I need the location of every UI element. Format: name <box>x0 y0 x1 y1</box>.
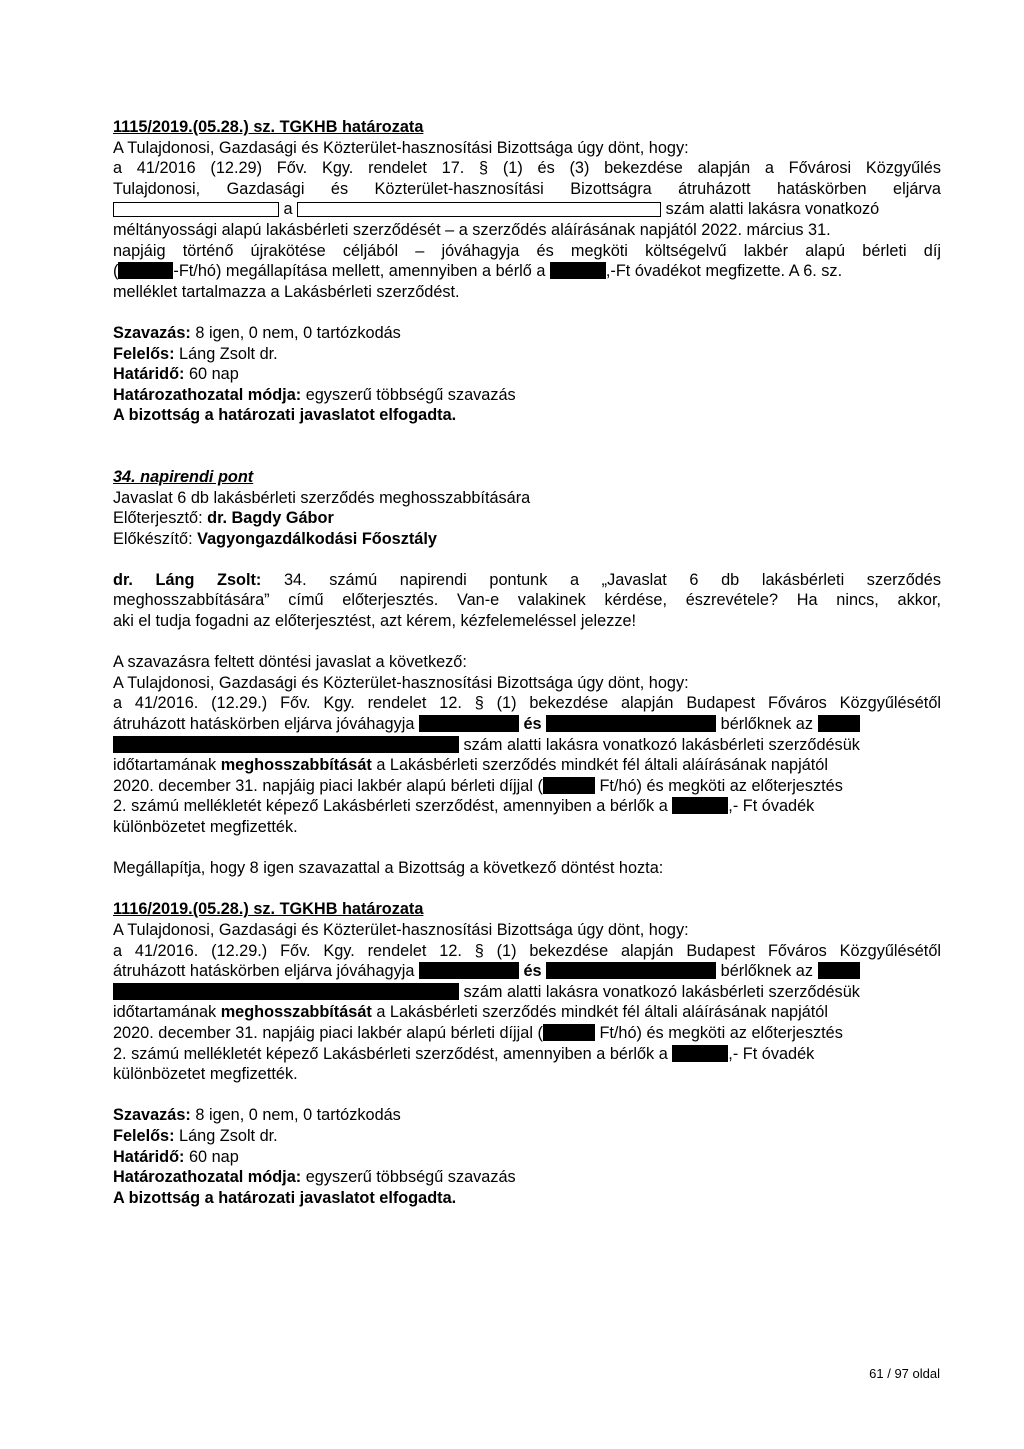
decision-text-line: különbözetet megfizették. <box>113 1065 298 1084</box>
agenda-subject: Javaslat 6 db lakásbérleti szerződés meghosszabbítására <box>113 488 531 507</box>
redacted-box <box>297 202 661 217</box>
speech-line: meghosszabbítására” című előterjesztés. Van-e valakinek kérdése, észrevétele? Ha nincs, akkor, <box>113 591 941 610</box>
speech-line: dr. Láng Zsolt: 34. számú napirendi pontunk a „Javaslat 6 db lakásbérleti szerződés <box>113 570 942 589</box>
decision-text-line: időtartamának meghosszabbítását a Lakásbérleti szerződés mindkét fél általi aláírásának napjától <box>113 1003 828 1022</box>
decision-text-line: 2. számú mellékletét képező Lakásbérleti szerződést, amennyiben a bérlők a ,- Ft óvadék <box>113 1044 815 1063</box>
accepted-line: A bizottság a határozati javaslatot elfogadta. <box>113 1188 457 1207</box>
decision-intro: A Tulajdonosi, Gazdasági és Közterület-hasznosítási Bizottsága úgy dönt, hogy: <box>113 138 689 157</box>
responsible-line: Felelős: Láng Zsolt dr. <box>113 344 278 363</box>
proposal-line: a 41/2016. (12.29.) Főv. Kgy. rendelet 12. § (1) bekezdése alapján Budapest Főváros Közgyűlésétől <box>113 694 941 713</box>
decision-text-line: átruházott hatáskörben eljárva jóváhagyja és bérlőknek az <box>113 961 941 982</box>
presenter-line: Előterjesztő: dr. Bagdy Gábor <box>113 509 334 528</box>
decision-text-line: Tulajdonosi, Gazdasági és Közterület-hasznosítási Bizottságra átruházott hatáskörben eljárva <box>113 179 941 198</box>
proposal-line: átruházott hatáskörben eljárva jóváhagyja és bérlőknek az <box>113 714 941 735</box>
redaction-block <box>818 962 860 979</box>
accepted-line: A bizottság a határozati javaslatot elfogadta. <box>113 406 457 425</box>
document-page <box>113 117 941 1208</box>
speech-line: aki el tudja fogadni az előterjesztést, azt kérem, kézfelemeléssel jelezze! <box>113 612 637 631</box>
preparer-line: Előkészítő: Vagyongazdálkodási Főosztály <box>113 529 437 548</box>
responsible-line: Felelős: Láng Zsolt dr. <box>113 1126 278 1145</box>
deadline-line: Határidő: 60 nap <box>113 1147 239 1166</box>
proposal-line: időtartamának meghosszabbítását a Lakásbérleti szerződés mindkét fél általi aláírásának napjától <box>113 756 828 775</box>
redaction-block <box>543 777 595 794</box>
redaction-block <box>419 962 519 979</box>
redaction-block <box>672 1045 728 1062</box>
vote-line: Szavazás: 8 igen, 0 nem, 0 tartózkodás <box>113 323 401 342</box>
redacted-box <box>113 202 279 217</box>
vote-line: Szavazás: 8 igen, 0 nem, 0 tartózkodás <box>113 1106 401 1125</box>
agenda-title: 34. napirendi pont <box>113 467 254 486</box>
resolution-title: 1115/2019.(05.28.) sz. TGKHB határozata <box>113 118 424 136</box>
proposal-line: A Tulajdonosi, Gazdasági és Közterület-hasznosítási Bizottsága úgy dönt, hogy: <box>113 673 689 692</box>
redaction-block <box>546 962 716 979</box>
decision-intro: A Tulajdonosi, Gazdasági és Közterület-hasznosítási Bizottsága úgy dönt, hogy: <box>113 920 689 939</box>
decision-text-line: szám alatti lakásra vonatkozó lakásbérleti szerződésük <box>113 982 941 1003</box>
page-number: 61 / 97 oldal <box>869 1366 940 1381</box>
decision-mode-line: Határozathozatal módja: egyszerű többségű szavazás <box>113 1168 516 1187</box>
decision-text-line: ( -Ft/hó) megállapítása mellett, amennyiben a bérlő a ,-Ft óvadékot megfizette. A 6. sz. <box>113 262 843 281</box>
decision-mode-line: Határozathozatal módja: egyszerű többségű szavazás <box>113 385 516 404</box>
redaction-block <box>546 715 716 732</box>
finding-line: Megállapítja, hogy 8 igen szavazattal a Bizottság a következő döntést hozta: <box>113 859 664 878</box>
redaction-block <box>113 983 459 1000</box>
redaction-block <box>818 715 860 732</box>
redaction-block <box>419 715 519 732</box>
decision-text-line: melléklet tartalmazza a Lakásbérleti szerződést. <box>113 282 460 301</box>
redaction-block <box>672 797 728 814</box>
redaction-block <box>543 1024 595 1041</box>
decision-text-line: méltányossági alapú lakásbérleti szerződését – a szerződés aláírásának napjától 2022. március 31. <box>113 220 831 239</box>
proposal-line: szám alatti lakásra vonatkozó lakásbérleti szerződésük <box>113 735 941 756</box>
proposal-line: különbözetet megfizették. <box>113 818 298 836</box>
decision-text-line: a szám alatti lakásra vonatkozó <box>113 199 941 220</box>
proposal-line: 2. számú mellékletét képező Lakásbérleti szerződést, amennyiben a bérlők a ,- Ft óvadék <box>113 797 815 816</box>
resolution-title: 1116/2019.(05.28.) sz. TGKHB határozata <box>113 900 424 919</box>
deadline-line: Határidő: 60 nap <box>113 365 239 384</box>
redaction-block <box>550 262 606 279</box>
redaction-block <box>118 262 173 279</box>
decision-text-line: a 41/2016. (12.29.) Főv. Kgy. rendelet 12. § (1) bekezdése alapján Budapest Főváros Közgyűlésétől <box>113 941 941 960</box>
decision-text-line: 2020. december 31. napjáig piaci lakbér alapú bérleti díjjal ( Ft/hó) és megköti az előterjesztés <box>113 1023 843 1042</box>
proposal-intro: A szavazásra feltett döntési javaslat a következő: <box>113 653 467 672</box>
decision-text-line: napjáig történő újrakötése céljából – jóváhagyja és megköti költségelvű lakbér alapú bérleti díj <box>113 241 941 260</box>
proposal-line: 2020. december 31. napjáig piaci lakbér alapú bérleti díjjal ( Ft/hó) és megköti az előterjesztés <box>113 776 843 795</box>
decision-text-line: a 41/2016 (12.29) Főv. Kgy. rendelet 17. § (1) és (3) bekezdése alapján a Fővárosi Közgyűlés <box>113 159 941 178</box>
redaction-block <box>113 736 459 753</box>
